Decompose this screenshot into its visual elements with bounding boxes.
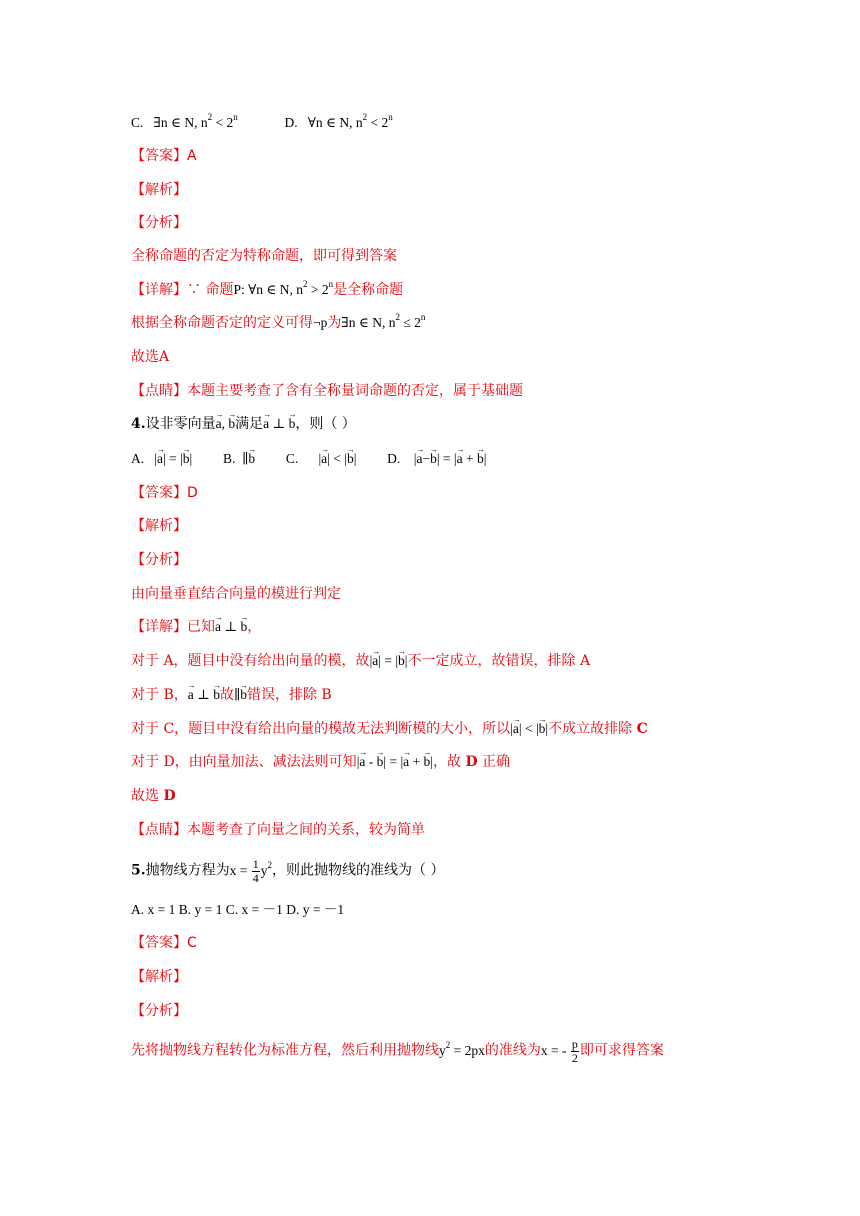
- q3-answer: 【答案】A: [131, 148, 197, 164]
- q4-fenxi-heading: 【分析】: [131, 552, 187, 568]
- q5-fenxi-heading: 【分析】: [131, 1003, 187, 1019]
- q3-analysis-heading: 【解析】: [131, 182, 187, 198]
- q4-xiangjie: 【详解】已知→ a ⊥ → b，: [131, 617, 261, 637]
- q3-fenxi-heading: 【分析】: [131, 215, 187, 231]
- q5-analysis-heading: 【解析】: [131, 969, 187, 985]
- q3-fenxi-text: 全称命题的否定为特称命题，即可得到答案: [131, 248, 397, 264]
- q5-answer: 【答案】C: [131, 935, 197, 951]
- q5-fenxi-text: 先将抛物线方程转化为标准方程，然后利用抛物线$y^2 = 2px$的准线为x = - $\frac{p}{2}$ 即可求得答案: [131, 1037, 664, 1065]
- q3-negation-line: 根据全称命题否定的定义可得¬p为∃n ∈ N, $n^2 \le 2^n$: [131, 312, 426, 331]
- q4-answer: 【答案】D: [131, 485, 198, 501]
- option-c-label: C.: [131, 115, 144, 130]
- q3-xiangjie: 【详解】∵ 命题P: ∀n ∈ N, $n^2 > 2^n$是全称命题: [131, 279, 404, 298]
- q4-dianjing: 【点睛】本题考查了向量之间的关系，较为简单: [131, 822, 425, 838]
- q4-option-b-analysis: 对于 B，→ a ⊥ → b故∥→ b错误，排除 B: [131, 685, 332, 705]
- q4-option-c-analysis: 对于 C，题目中没有给出向量的模故无法判断模的大小，所以|→ a| < |→ b|不成立故排除 C: [131, 719, 648, 739]
- q5-stem: 5.抛物线方程为x = $\frac{1}{4}$ $y^2$，则此抛物线的准线为（ ）: [131, 857, 445, 885]
- q4-option-d-analysis: 对于 D，由向量加法、减法法则可知|→ a - → b| = |→ a + → b|，故 D 正确: [131, 752, 510, 772]
- q4-options: A. |→ a| = |→ b| B. ∥→ b C. |→ a| < |→ b| D. |→ a−→ b| = |→ a + → b|: [131, 449, 486, 469]
- q3-options-line: C. ∃n ∈ N, $n^2 < 2^n$ D. ∀n ∈ N, $n^2 < 2^n$: [131, 112, 393, 130]
- q3-dianjing: 【点睛】本题主要考查了含有全称量词命题的否定，属于基础题: [131, 383, 523, 399]
- q5-options: A. x = 1 B. y = 1 C. x = －1 D. y = －1: [131, 902, 345, 917]
- q3-choose: 故选A: [131, 349, 170, 365]
- q4-analysis-heading: 【解析】: [131, 518, 187, 534]
- q4-choose: 故选 D: [131, 788, 176, 804]
- option-d-label: D.: [284, 115, 298, 130]
- q4-option-a-analysis: 对于 A，题目中没有给出向量的模，故|→ a| = |→ b|不一定成立，故错误，排除 A: [131, 651, 590, 671]
- q4-stem: 4.设非零向量→ a, → b满足→ a ⊥ → b，则（ ）: [131, 414, 356, 434]
- q4-fenxi-text: 由向量垂直结合向量的模进行判定: [131, 586, 341, 602]
